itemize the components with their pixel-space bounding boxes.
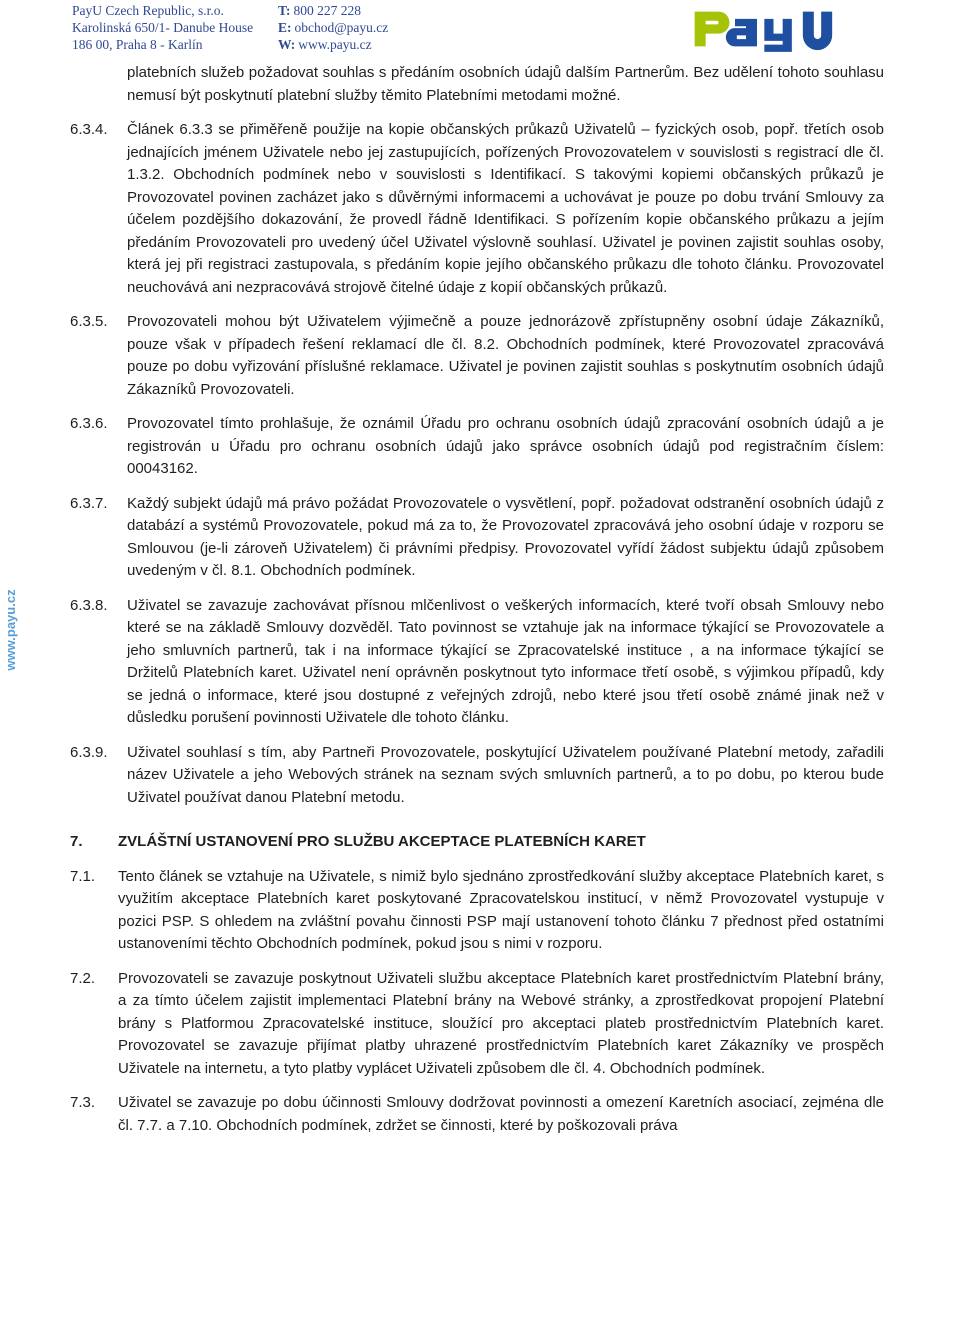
clause-text: Provozovateli se zavazuje poskytnout Uživateli službu akceptace Platebních karet prostřednictvím Platební brány, a za tímto účelem zajistit implementaci Platební brány na Webové stránky, a zprostředkovat propojení Platební brány s Platformou Zpracovatelské instituce, sloužící pro akceptaci plateb prostřednictvím Platebních karet. Provozovatel se zavazuje přijímat platby uhrazené prostřednictvím Platebních karet Zákazníky ve prospěch Uživatele na internetu, a tyto platby vyplácet Uživateli způsobem dle čl. 4. Obchodních podmínek. [118,969,884,1077]
clause-number: 6.3.6. [70,415,108,432]
clause-number: 7.3. [70,1094,96,1111]
section-7-heading [70,831,884,854]
intro-text: platebních služeb požadovat souhlas s předáním osobních údajů dalším Partnerům. Bez udělení tohoto souhlasu nemusí být poskytnutí platební služby těmito Platebními metodami možné. [127,64,884,104]
intro-paragraph [70,62,884,107]
document-body [70,62,884,1149]
clause-number: 6.3.8. [70,596,108,614]
email-line [278,19,388,36]
clause-7-1 [70,866,884,956]
clause-number: 7.1. [70,867,96,885]
side-website-url: www.payu.cz [2,589,18,671]
clause-6-3-9 [70,742,884,810]
clause-number: 6.3.4. [70,121,108,138]
clause-text: Uživatel souhlasí s tím, aby Partneři Provozovatele, poskytující Uživatelem používané Platební metody, zařadili název Uživatele a jeho Webových stránek na seznam svých smluvních partnerů, a to po dobu, po kterou bude Uživatel používat danou Platební metodu. [127,743,884,806]
company-address-block [72,2,253,53]
letterhead [0,0,960,52]
company-name: PayU Czech Republic, s.r.o. [72,3,224,18]
email-label: E: [278,20,292,35]
payu-logo [691,6,856,52]
clause-text: Uživatel se zavazuje zachovávat přísnou mlčenlivost o veškerých informacích, které tvoří obsah Smlouvy nebo které se na základě Smlouvy dozvěděl. Tato povinnost se vztahuje jak na informace týkající se Provozovatele a jeho smluvních partnerů, tak i na informace týkající se Zpracovatelské instituce , a na informace týkající se Držitelů Platebních karet. Uživatel není oprávněn poskytnout tyto informace třetí osobě, s výjimkou případů, kdy se jedná o informace, které jsou dostupné z veřejných zdrojů, nebo které jsou třetí osobě známé jinak než v důsledku porušení povinnosti Uživatele dle tohoto článku. [127,596,884,726]
web-address: www.payu.cz [298,37,372,52]
contact-block [278,2,388,53]
clause-number: 6.3.7. [70,494,108,512]
clause-7-2 [70,968,884,1081]
clause-text: Provozovatel tímto prohlašuje, že oznámil Úřadu pro ochranu osobních údajů zpracování osobních údajů a je registrován u Úřadu pro ochranu osobních údajů jako správce osobních údajů pod registračním číslem: 00043162. [127,415,884,477]
clause-6-3-6 [70,413,884,481]
web-label: W: [278,37,296,52]
clause-text: Článek 6.3.3 se přiměřeně použije na kopie občanských průkazů Uživatelů – fyzických osob, popř. třetích osob jednajících jménem Uživatele nebo jej zastupujících, pořízených Provozovatelem v souvislosti s registrací dle čl. 1.3.2. Obchodních podmínek nebo v souvislosti s Identifikací. S takovými kopiemi občanských průkazů je Provozovatel povinen zacházet jako s důvěrnými informacemi a uchovávat je pouze po dobu trvání Smlouvy za účelem pozdějšího dokazování, že provedl řádně Identifikaci. S pořízením kopie občanského průkazu a jejím předáním Provozovateli pro uvedený účel Uživatel výslovně souhlasí. Uživatel je povinen zajistit souhlas osoby, která jej při registraci zastupovala, s předáním kopie jejího občanského průkazu dle tohoto článku. Provozovatel neuchovává ani nezpracovává strojově čitelné údaje z kopií občanských průkazů. [127,121,884,296]
section-number: 7. [70,833,83,850]
clause-6-3-4 [70,119,884,299]
city-address: 186 00, Praha 8 - Karlín [72,37,203,52]
clause-number: 6.3.5. [70,313,108,330]
section-title: ZVLÁŠTNÍ USTANOVENÍ PRO SLUŽBU AKCEPTACE PLATEBNÍCH KARET [118,833,646,850]
clause-text: Uživatel se zavazuje po dobu účinnosti Smlouvy dodržovat povinnosti a omezení Karetních asociací, zejména dle čl. 7.7. a 7.10. Obchodních podmínek, zdržet se činnosti, které by poškozovali práva [118,1094,884,1134]
clause-number: 7.2. [70,969,96,987]
clause-text: Tento článek se vztahuje na Uživatele, s nimiž bylo sjednáno zprostředkování služby akceptace Platebních karet, s využitím akceptace Platebních karet poskytované Zpracovatelskou institucí, v němž Provozovatel vystupuje v pozici PSP. S ohledem na zvláštní povahu činnosti PSP mají ustanovení tohoto článku 7 přednost před ostatními ustanoveními těchto Obchodních podmínek, pokud jsou s nimi v rozporu. [118,867,884,952]
clause-6-3-5 [70,311,884,401]
clause-6-3-7 [70,493,884,583]
clause-text: Každý subjekt údajů má právo požádat Provozovatele o vysvětlení, popř. požadovat odstranění osobních údajů z databází a systémů Provozovatele, pokud má za to, že Provozovatel zpracovává jeho osobní údaje v rozporu se Smlouvou (je-li zároveň Uživatelem) či právními předpisy. Provozovatel vyřídí žádost subjektu údajů způsobem uvedeným v čl. 8.1. Obchodních podmínek. [127,494,884,579]
clause-text: Provozovateli mohou být Uživatelem výjimečně a pouze jednorázově zpřístupněny osobní údaje Zákazníků, pouze však v případech řešení reklamací dle čl. 8.2. Obchodních podmínek, které Provozovatel zpracovává pouze po dobu vyřizování příslušné reklamace. Uživatel je povinen zajistit souhlas s poskytnutím osobních údajů Zákazníků Provozovateli. [127,313,884,398]
web-line [278,36,388,53]
street-address: Karolinská 650/1- Danube House [72,20,254,35]
clause-6-3-8 [70,595,884,730]
clause-7-3 [70,1092,884,1137]
phone-number: 800 227 228 [293,3,361,18]
clause-number: 6.3.9. [70,743,108,761]
email-address: obchod@payu.cz [294,20,389,35]
phone-label: T: [278,3,291,18]
phone-line [278,2,388,19]
